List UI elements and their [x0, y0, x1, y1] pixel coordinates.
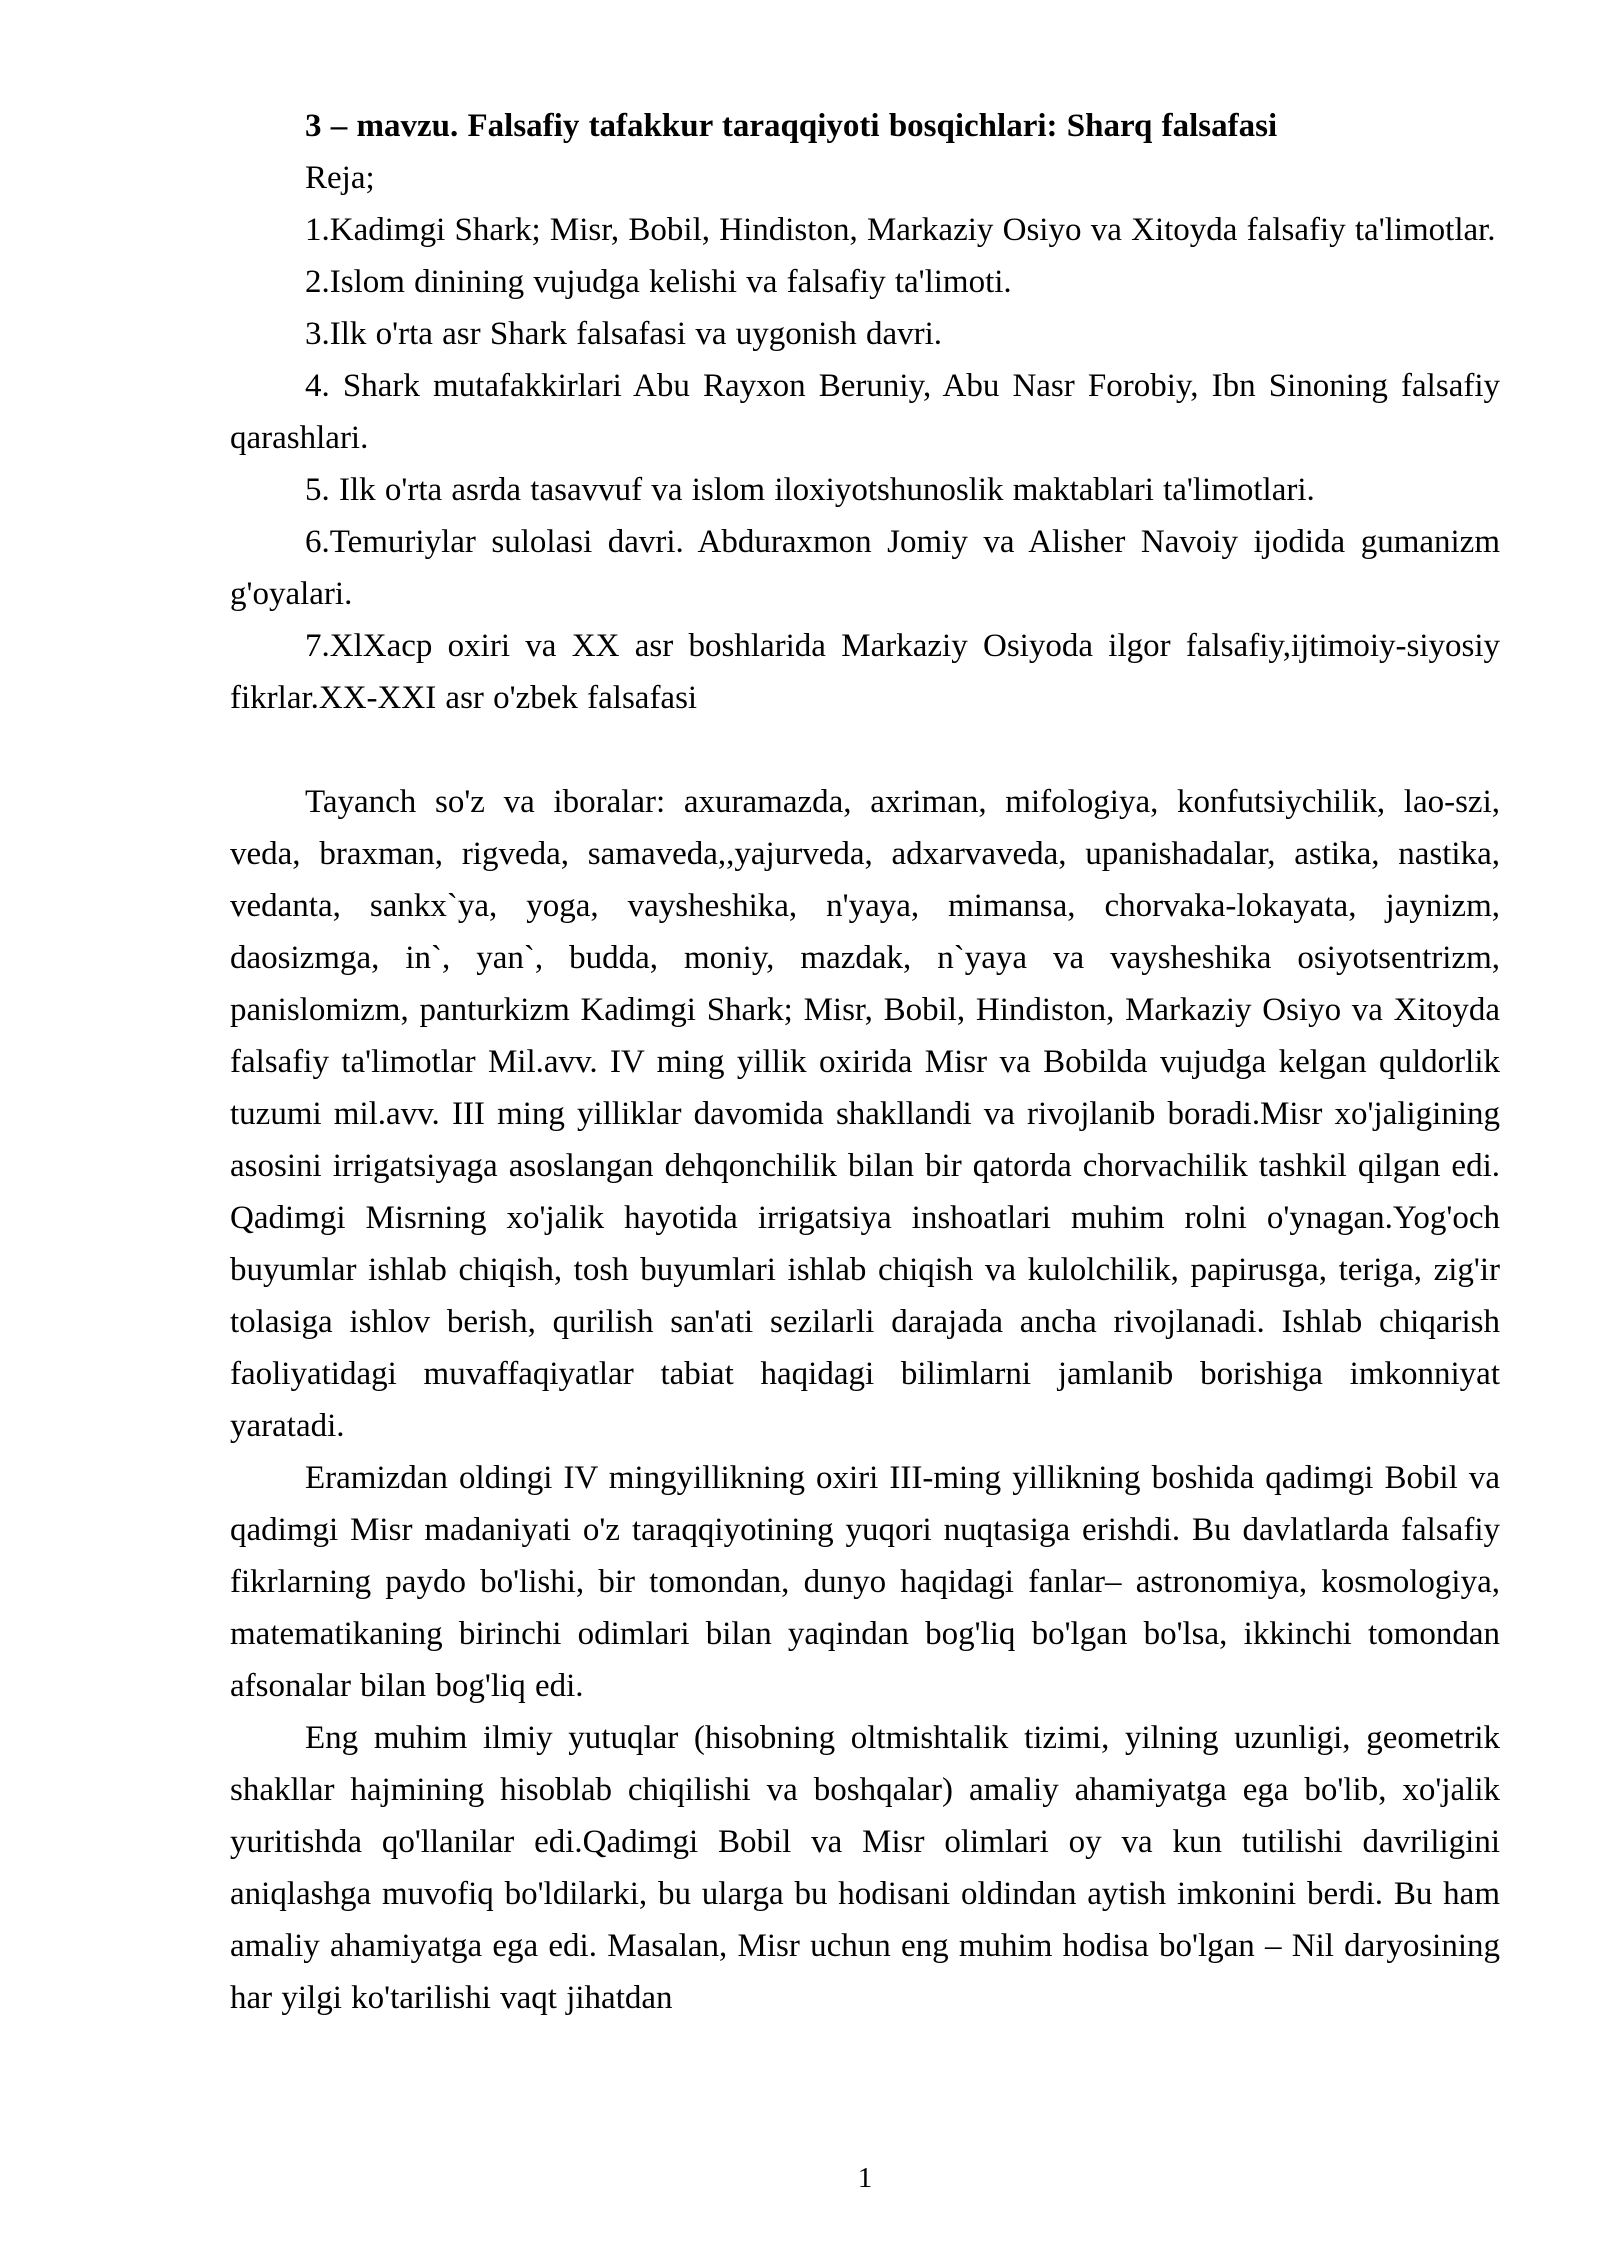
plan-item-6: 6.Temuriylar sulolasi davri. Abduraxmon Jomiy va Alisher Navoiy ijodida gumanizm g'oyalari. [230, 524, 1500, 612]
page-title: 3 – mavzu. Falsafiy tafakkur taraqqiyoti bosqichlari: Sharq falsafasi [305, 108, 1278, 144]
blank-line [230, 724, 1500, 776]
plan-item-3: 3.Ilk o'rta asr Shark falsafasi va uygonish davri. [305, 316, 943, 352]
plan-item-4: 4. Shark mutafakkirlari Abu Rayxon Beruniy, Abu Nasr Forobiy, Ibn Sinoning falsafiy qarashlari. [230, 368, 1500, 456]
page-content [230, 100, 1500, 2024]
plan-item-1: 1.Kadimgi Shark; Misr, Bobil, Hindiston, Markaziy Osiyo va Xitoyda falsafiy ta'limotlar. [305, 212, 1496, 248]
plan-item-2: 2.Islom dinining vujudga kelishi va falsafiy ta'limoti. [305, 264, 1012, 300]
body-paragraph-1: Tayanch so'z va iboralar: axuramazda, axriman, mifologiya, konfutsiychilik, lao-szi, veda, braxman, rigveda, samaveda,,yajurveda, adxarvaveda, upanishadalar, astika, nastika, vedanta, sankx`ya, yoga, vaysheshika, n'yaya, mimansa, chorvaka-lokayata, jaynizm, daosizmga, in`, yan`, budda, moniy, mazdak, n`yaya va vaysheshika osiyotsentrizm, panislomizm, panturkizm Kadimgi Shark; Misr, Bobil, Hindiston, Markaziy Osiyo va Xitoyda falsafiy ta'limotlar Mil.avv. IV ming yillik oxirida Misr va Bobilda vujudga kelgan quldorlik tuzumi mil.avv. III ming yilliklar davomida shakllandi va rivojlanib boradi.Misr xo'jaligining asosini irrigatsiyaga asoslangan dehqonchilik bilan bir qatorda chorvachilik tashkil qilgan edi. Qadimgi Misrning xo'jalik hayotida irrigatsiya inshoatlari muhim rolni o'ynagan.Yog'och buyumlar ishlab chiqish, tosh buyumlari ishlab chiqish va kulolchilik, papirusga, teriga, zig'ir tolasiga ishlov berish, qurilish san'ati sezilarli darajada ancha rivojlanadi. Ishlab chiqarish faoliyatidagi muvaffaqiyatlar tabiat haqidagi bilimlarni jamlanib borishiga imkonniyat yaratadi. [230, 784, 1500, 1444]
page-number: 1 [857, 2162, 873, 2194]
plan-heading: Reja; [305, 160, 375, 196]
body-paragraph-3: Eng muhim ilmiy yutuqlar (hisobning oltmishtalik tizimi, yilning uzunligi, geometrik shakllar hajmining hisoblab chiqilishi va boshqalar) amaliy ahamiyatga ega bo'lib, xo'jalik yuritishda qo'llanilar edi.Qadimgi Bobil va Misr olimlari oy va kun tutilishi davriligini aniqlashga muvofiq bo'ldilarki, bu ularga bu hodisani oldindan aytish imkonini berdi. Bu ham amaliy ahamiyatga ega edi. Masalan, Misr uchun eng muhim hodisa bo'lgan – Nil daryosining har yilgi ko'tarilishi vaqt jihatdan [230, 1720, 1500, 2016]
body-paragraph-2: Eramizdan oldingi IV mingyillikning oxiri III-ming yillikning boshida qadimgi Bobil va qadimgi Misr madaniyati o'z taraqqiyotining yuqori nuqtasiga erishdi. Bu davlatlarda falsafiy fikrlarning paydo bo'lishi, bir tomondan, dunyo haqidagi fanlar– astronomiya, kosmologiya, matematikaning birinchi odimlari bilan yaqindan bog'liq bo'lgan bo'lsa, ikkinchi tomondan afsonalar bilan bog'liq edi. [230, 1460, 1500, 1704]
plan-item-5: 5. Ilk o'rta asrda tasavvuf va islom iloxiyotshunoslik maktablari ta'limotlari. [305, 472, 1315, 508]
plan-item-7: 7.XlXacp oxiri va XX asr boshlarida Markaziy Osiyoda ilgor falsafiy,ijtimoiy-siyosiy fikrlar.XX-XXI asr o'zbek falsafasi [230, 628, 1500, 716]
